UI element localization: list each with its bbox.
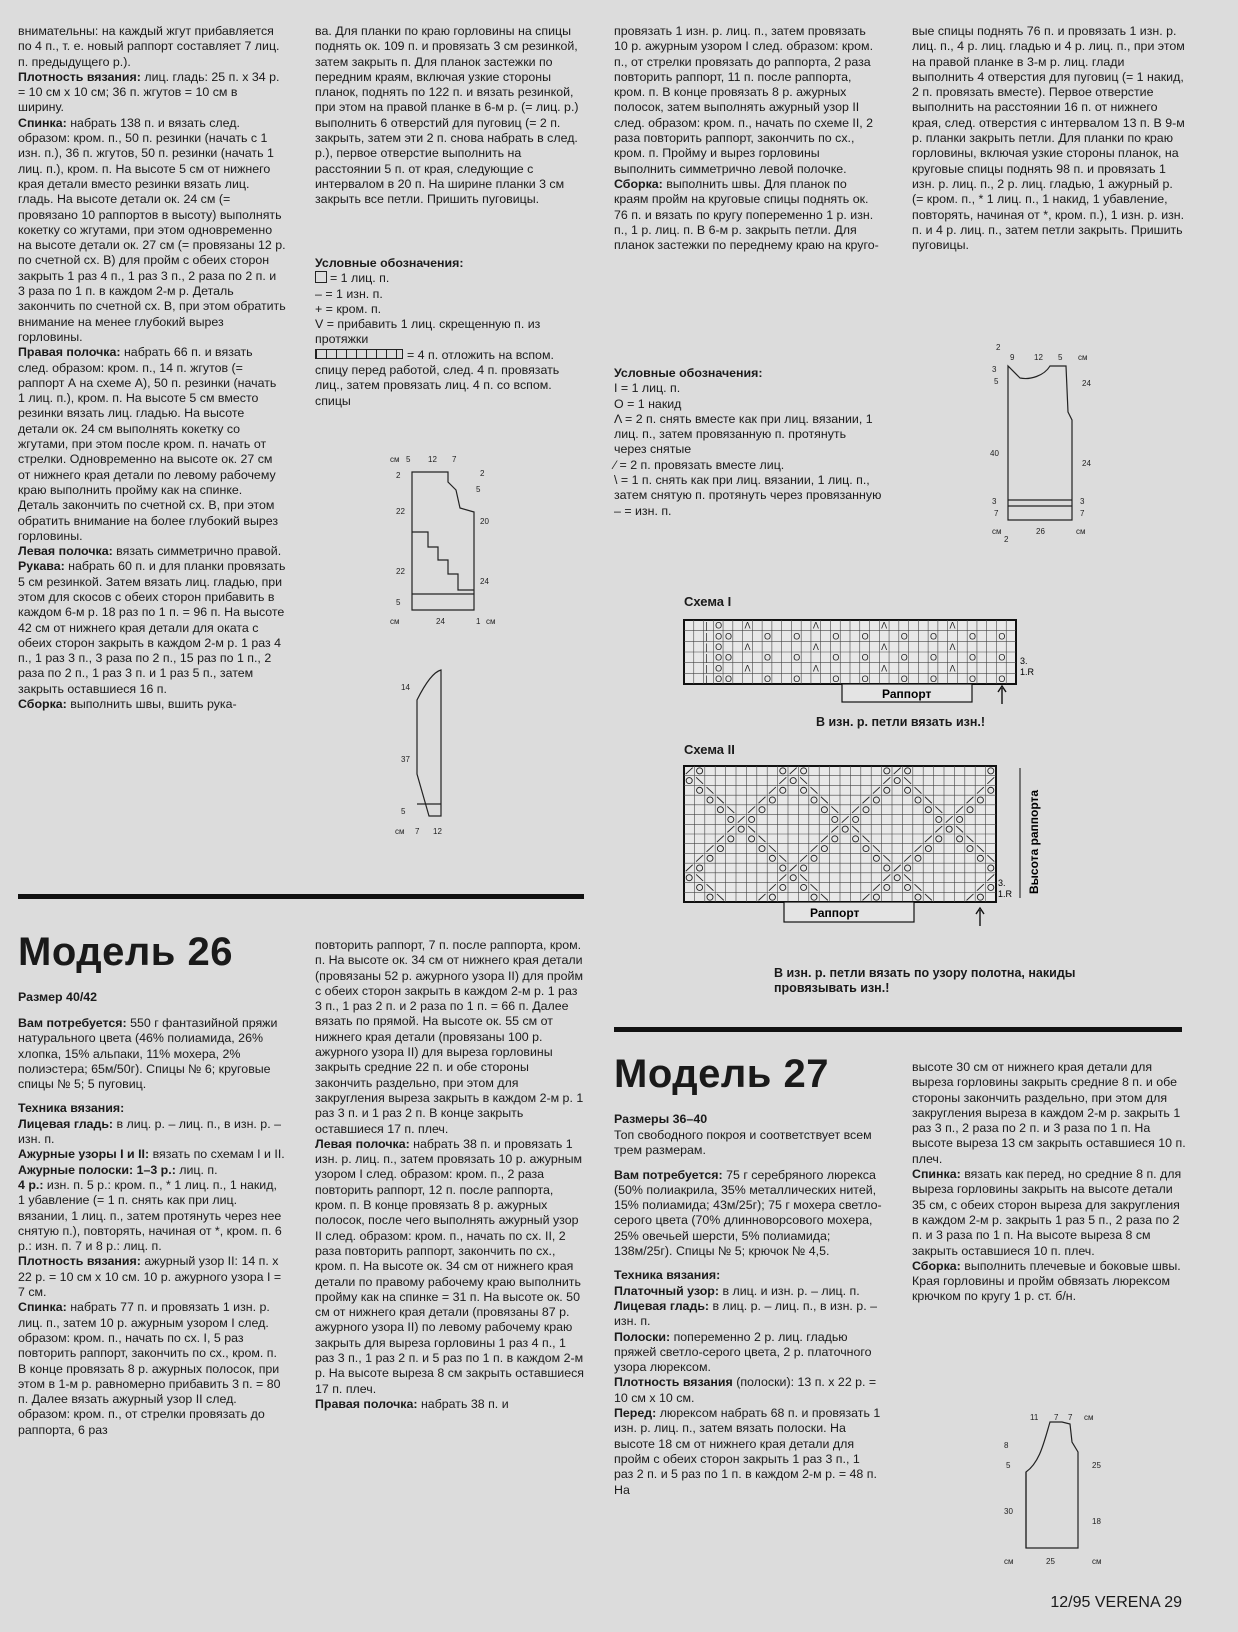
dim-label: см <box>992 527 1002 536</box>
paragraph <box>18 559 286 697</box>
dim-label: 7 <box>994 509 999 518</box>
paragraph-heading: Сборка: <box>912 1258 961 1273</box>
dim-label: 7 <box>415 827 420 836</box>
paragraph-heading: Сборка: <box>18 697 67 712</box>
paragraph-text: набрать 66 п. и вязать след. образом: кром. п., 14 п. жгутов (= раппорт А на схеме А), 50 п. резинки (начать 1 лиц. п.), кром. п. На высоте 5 см вместо резинки вязать лиц. гладью. На высоте детали ок. 24 см выполнять кокетку со жгутами, при этом после кром. п. начать от стрелки. Одновременно на высоте ок. 27 см от нижнего края детали по левому рабочему краю выполнить пройму как на спинке. Деталь закончить по счетной сх. В, при этом обратить внимание на более глубокий вырез горловины. <box>18 345 279 543</box>
stitch-symbol: O <box>715 652 723 663</box>
dim-label: см <box>1078 353 1088 362</box>
text-column-2 <box>315 24 583 208</box>
model-26-column-1 <box>18 1016 286 1438</box>
paragraph-text: лиц. п. <box>175 1162 218 1177</box>
paragraph-text: изн. п. 5 р.: кром. п., * 1 лиц. п., 1 накид, 1 убавление (= 1 п. снять как при лиц. вязании, 1 лиц. п., затем протянуть через нее снятую п.), повторять, начиная от *, кром. п. 6 р.: изн. п. 7 и 8 р.: лиц. п. <box>18 1177 282 1254</box>
schema-1-chart <box>682 618 1042 708</box>
arrow-up-icon <box>976 908 984 926</box>
paragraph-text: высоте 30 см от нижнего края детали для выреза горловины закрыть средние 8 п. и обе стороны закончить раздельно, при этом для закругления выреза в каждом 2-м р. закрыть 1 раз 3 п., 2 раза по 2 п. и 3 раза по 1 п. На высоте выреза 13 см закрыть оставшиеся 10 п. плеч. <box>912 1060 1186 1166</box>
dim-label: 7 <box>1054 1413 1059 1422</box>
paragraph <box>912 24 1186 253</box>
paragraph-gap <box>18 1092 286 1101</box>
dim-label: см <box>486 617 496 626</box>
dim-label: 26 <box>1036 527 1045 536</box>
dim-label: 12 <box>428 455 437 464</box>
paragraph <box>18 116 286 345</box>
dim-label: 20 <box>480 517 489 526</box>
dim-label: 2 <box>996 343 1001 352</box>
stitch-symbol: Λ <box>949 663 956 674</box>
stitch-symbol: | <box>705 663 708 674</box>
section-divider <box>614 1027 1182 1032</box>
legend-1-item: – = 1 изн. п. <box>315 286 383 301</box>
model-26-title: Модель 26 <box>18 930 233 974</box>
rapport-height-label: Высота раппорта <box>1027 789 1041 894</box>
model-27-size: Размеры 36–40 <box>614 1112 708 1126</box>
dim-label: 5 <box>401 807 406 816</box>
stitch-symbol: O <box>969 674 977 684</box>
paragraph-text: набрать 60 п. и для планки провязать 5 см резинкой. Затем вязать лиц. гладью, при этом для скосов с обеих сторон прибавить в каждом 6-м р. 18 раз по 1 п. = 96 п. На высоте 42 см от нижнего края детали для оката с обеих сторон закрыть в каждом 2-м р. 1 раз 4 п., 1 раз 3 п., 3 раза по 2 п., 15 раз по 1 п., 2 раза по 2 п., 1 раз 3 п. и 1 раз 5 п., затем закрыть оставшиеся 16 п. <box>18 559 286 696</box>
paragraph <box>18 544 286 559</box>
paragraph-heading: Правая полочка: <box>18 345 121 360</box>
stitch-symbol: O <box>969 652 977 663</box>
text-column-3 <box>614 24 882 253</box>
dim-label: 3 <box>1080 497 1085 506</box>
dim-label: 2 <box>480 469 485 478</box>
paragraph <box>315 1397 585 1412</box>
paragraph-text: ажурный узор II: 14 п. х 22 р. = 10 см х 10 см. 10 р. ажурного узора I = 7 см. <box>18 1254 282 1300</box>
schema-1-title: Схема I <box>684 594 732 609</box>
stitch-symbol: O <box>764 674 772 684</box>
paragraph-text: набрать 77 п. и провязать 1 изн. р. лиц. п., затем 10 р. ажурным узором I след. образом: кром. п., начать по сх. I, 5 раз повторить раппорт, закончить по сх., кром. п. В конце провязать 8 р. ажурных полосок, при этом в 1-м р. равномерно прибавить 3 п. = 80 п. Далее вязать ажурный узор II след. образом: кром. п., от стрелки провязать до раппорта, 6 раз <box>18 1300 281 1437</box>
stitch-symbol: | <box>705 642 708 652</box>
paragraph <box>614 1330 882 1376</box>
model-27-column-2 <box>912 1060 1186 1305</box>
dim-label: 2 <box>1004 535 1009 542</box>
model-27-column-1 <box>614 1128 882 1498</box>
dim-label: 5 <box>396 598 401 607</box>
schema-2-note: В изн. р. петли вязать по узору полотна, накиды провязывать изн.! <box>774 966 1076 995</box>
legend-2-item: Λ = 2 п. снять вместе как при лиц. вязании, 1 лиц. п., затем провязанную п. протянуть через снятые <box>614 411 873 457</box>
paragraph-text: (полоски): 13 п. х 22 р. = 10 см х 10 см. <box>614 1375 877 1405</box>
legend-2-title: Условные обозначения: <box>614 366 763 380</box>
paragraph-text: люрексом набрать 68 п. и провязать 1 изн. р. лиц. п., затем вязать полоски. На высоте 18 см от нижнего края детали для пройм с обеих сторон закрыть 1 раз 3 п., 1 раз 2 п. и 5 раз по 1 п. в каждом 2-м р. = 48 п. На <box>614 1406 881 1497</box>
stitch-symbol: | <box>705 631 708 642</box>
dim-label: 5 <box>476 485 481 494</box>
paragraph <box>614 177 882 253</box>
dim-label: 40 <box>990 449 999 458</box>
paragraph-text: набрать 138 п. и вязать след. образом: кром. п., 50 п. резинки (начать с 1 изн. п.), 36 п. жгутов, 50 п. резинки (начать 1 лиц. п.), кром. п. На высоте 5 см от нижнего края детали вместо резинки вязать лиц. гладь. На высоте детали ок. 24 см (= провязано 10 раппортов в высоту) выполнять кокетку со жгутами, при этом одновременно на высоте детали ок. 27 см (= провязаны 12 р. по счетной сх. B) для пройм с обеих сторон закрыть 1 раз 4 п., 1 раз 3 п., 2 раза по 2 п. и 3 раза по 1 п. в каждом 2-м р. Деталь закончить по счетной сх. В, при этом обратить внимание на менее глубокий вырез горловины. <box>18 115 286 344</box>
dim-label: 5 <box>1058 353 1063 362</box>
paragraph <box>18 1300 286 1438</box>
stitch-symbol: Λ <box>812 642 819 652</box>
stitch-symbol: O <box>793 674 801 684</box>
stitch-symbol: O <box>764 652 772 663</box>
paragraph-heading: Вам потребуется: <box>18 1016 127 1030</box>
dim-label: см <box>1076 527 1086 536</box>
stitch-symbol: O <box>832 674 840 684</box>
stitch-symbol: Λ <box>812 620 819 631</box>
dim-label: 22 <box>396 567 405 576</box>
paragraph-heading: Перед: <box>614 1406 657 1421</box>
legend-1-item: + = кром. п. <box>315 301 382 316</box>
paragraph-heading: Плотность вязания: <box>18 1254 141 1269</box>
paragraph-text: вые спицы поднять 76 п. и провязать 1 изн. р. лиц. п., 4 р. лиц. гладью и 4 р. лиц. п., при этом на правой планке в 3-м р. лиц. глади выполнить 4 отверстия для пуговиц (= 1 накид, 2 п. провязать вместе). Первое отверстие выполнить на расстоянии 16 п. от нижнего края, след. отверстия с интервалом 13 п. В 9-м р. планки закрыть петли. Для планки по краю горловины, включая узкие стороны планок, на круговые спицы поднять 98 п. и провязать 1 изн. р. лиц. п., 2 р. лиц. гладью, 1 ажурный р. (= кром. п., * 1 лиц. п., 1 накид, 1 убавление, повторять, начиная от *, кром. п.), 1 изн. р. изн. п. и 4 р. лиц. п., затем петли закрыть. Пришить пуговицы. <box>912 24 1185 253</box>
stitch-symbol: O <box>998 674 1006 684</box>
dim-label: см <box>1084 1413 1094 1422</box>
stitch-symbol: O <box>832 631 840 642</box>
paragraph-text: Топ свободного покроя и соответствует всем трем размерам. <box>614 1128 872 1158</box>
dim-label: 12 <box>433 827 442 836</box>
paragraph-gap <box>614 1159 882 1168</box>
paragraph-text: набрать 38 п. и провязать 1 изн. р. лиц. п., затем провязать 10 р. ажурным узором I след. образом: кром. п., 2 раза повторить раппорт, 12 п. после раппорта, кром. п. В конце провязать 8 р. ажурных полосок, после чего выполнять ажурный узор II след. образом: кром. п., начать по сх. II, 2 раза повторить раппорт, закончить по сх., кром. п. На высоте ок. 34 см от нижнего края детали по правому рабочему краю выполнить пройму как на спинке = 31 п. На высоте ок. 50 см от нижнего края детали (провязаны 87 р. ажурного узора II) по левому рабочему краю закрыть для выреза горловины 1 раз 4 п., 1 раз 3 п., 1 раз 2 п. и 5 раз по 1 п. в каждом 2-м р. На высоте выреза 8 см закрыть оставшиеся 17 п. плеч. <box>315 1136 584 1396</box>
paragraph <box>18 1254 286 1300</box>
dim-label: см <box>1004 1557 1014 1566</box>
paragraph-heading: Вам потребуется: <box>614 1167 723 1182</box>
paragraph <box>18 1178 286 1254</box>
paragraph-heading: Техника вязания: <box>614 1268 721 1283</box>
paragraph <box>912 1259 1186 1305</box>
paragraph-text: провязать 1 изн. р. лиц. п., затем провязать 10 р. ажурным узором I след. образом: кром. п., от стрелки провязать до раппорта, 2 раза повторить раппорт, 11 п. после раппорта, кром. п. В конце провязать 8 р. ажурных полосок, затем выполнять ажурный узор II след. образом: кром. п., начать по схеме II, 2 раза повторить раппорт, закончить по сх., кром. п. Пройму и вырез горловины выполнить симметрично левой полочке. <box>614 24 874 176</box>
legend-2-item: O = 1 накид <box>614 396 682 411</box>
paragraph <box>614 1168 882 1260</box>
paragraph-text: лиц. гладь: 25 п. х 34 р. = 10 см х 10 см; 36 п. жгутов = 10 см в ширину. <box>18 69 280 115</box>
stitch-symbol: O <box>900 652 908 663</box>
paragraph-text: вязать по схемам I и II. <box>149 1147 285 1162</box>
paragraph-text: повторить раппорт, 7 п. после раппорта, кром. п. На высоте ок. 34 см от нижнего края детали (провязаны 52 р. ажурного узора II) для пройм с обеих сторон закрыть в каждом 2-м р. 1 раз 3 п., 1 раз 2 п. и 2 раза по 1 п. = 66 п. Далее вязать по прямой. На высоте ок. 55 см от нижнего края детали (провязаны 100 р. ажурного узора II) для выреза горловины закрыть средние 22 п. и обе стороны закончить раздельно, при этом для закругления выреза закрыть в каждом 2-м р. 1 раз 3 п. и 1 раз 2 п. В конце закрыть оставшиеся 17 п. плеч. <box>315 938 584 1136</box>
paragraph-heading: Лицевая гладь: <box>614 1298 710 1313</box>
paragraph-heading: Ажурные полоски: 1–3 р.: <box>18 1162 176 1177</box>
stitch-symbol: Λ <box>744 663 751 674</box>
paragraph-text: в лиц. и изн. р. – лиц. п. <box>719 1283 860 1298</box>
stitch-symbol: O <box>715 674 723 684</box>
dim-label: 2 <box>396 471 401 480</box>
stitch-symbol: O <box>832 652 840 663</box>
dim-label: 25 <box>1046 1557 1055 1566</box>
paragraph <box>912 1167 1186 1259</box>
stitch-symbol: Λ <box>949 620 956 631</box>
sleeve-diagram <box>395 664 495 844</box>
dim-label: 9 <box>1010 353 1015 362</box>
paragraph-heading: Плотность вязания <box>614 1375 733 1390</box>
stitch-symbol: O <box>969 631 977 642</box>
stitch-symbol: O <box>724 652 732 663</box>
paragraph <box>315 1137 585 1397</box>
paragraph-text: в лиц. р. – лиц. п., в изн. р. – изн. п. <box>18 1116 281 1147</box>
row-label: 3. <box>1020 656 1028 666</box>
page-footer: 12/95 VERENA 29 <box>1050 1594 1182 1611</box>
stitch-symbol: O <box>793 631 801 642</box>
paragraph <box>315 938 585 1137</box>
dim-label: см <box>390 455 400 464</box>
stitch-symbol: Λ <box>744 642 751 652</box>
back-piece-diagram <box>980 342 1110 542</box>
paragraph <box>18 345 286 544</box>
legend-1-title: Условные обозначения: <box>315 256 464 270</box>
rapport-label: Раппорт <box>810 906 860 920</box>
dim-label: 7 <box>1080 509 1085 518</box>
stitch-symbol: | <box>705 674 708 684</box>
dim-label: 11 <box>1030 1413 1039 1422</box>
stitch-symbol: Λ <box>881 642 888 652</box>
paragraph-text: выполнить плечевые и боковые швы. Края горловины и пройм обвязать люрексом крючком по кругу 1 р. ст. б/н. <box>912 1258 1181 1304</box>
paragraph <box>18 24 286 70</box>
paragraph <box>912 1060 1186 1167</box>
legend-1-item: V = прибавить 1 лиц. скрещенную п. из протяжки <box>315 317 541 347</box>
legend-2 <box>614 366 882 519</box>
paragraph-heading: 4 р.: <box>18 1177 44 1192</box>
dim-label: 7 <box>1068 1413 1073 1422</box>
paragraph <box>614 1406 882 1498</box>
stitch-symbol: O <box>861 674 869 684</box>
paragraph-heading: Рукава: <box>18 559 65 574</box>
paragraph-text: вязать симметрично правой. <box>112 544 282 559</box>
text-column-1 <box>18 24 286 712</box>
stitch-symbol: Λ <box>881 620 888 631</box>
paragraph-text: выполнить швы. Для планок по краям пройм на круговые спицы поднять ок. 76 п. и вязать по кругу попеременно 1 р. изн. п., 1 р. лиц. п. В 6-м р. закрыть петли. Для планок застежки по переднему краю на круго- <box>614 176 879 253</box>
dim-label: 7 <box>452 455 457 464</box>
row-label: 1.R <box>998 889 1013 899</box>
empty-square-icon <box>315 271 327 283</box>
dim-label: 37 <box>401 755 410 764</box>
stitch-symbol: Λ <box>744 620 751 631</box>
model-27-title: Модель 27 <box>614 1052 829 1096</box>
dim-label: 12 <box>1034 353 1043 362</box>
dim-label: 24 <box>1082 379 1091 388</box>
legend-1-item: = 1 лиц. п. <box>315 271 583 286</box>
stitch-symbol: O <box>861 652 869 663</box>
stitch-symbol: O <box>861 631 869 642</box>
model-26-size: Размер 40/42 <box>18 990 98 1004</box>
paragraph <box>18 70 286 116</box>
paragraph-text: 550 г фантазийной пряжи натурального цвета (46% полиамида, 26% хлопка, 15% альпаки, 11% мохера, 2% полиэстера; 65м/50г). Спицы № 6; круговые спицы № 5; 5 пуговиц. <box>18 1016 278 1092</box>
paragraph-heading: Ажурные узоры I и II: <box>18 1147 150 1162</box>
stitch-symbol: Λ <box>881 663 888 674</box>
model-26-column-2 <box>315 938 585 1412</box>
paragraph-heading: Полоски: <box>614 1329 671 1344</box>
arrow-up-icon <box>998 686 1006 704</box>
paragraph <box>614 1375 882 1406</box>
rapport-label: Раппорт <box>882 687 932 701</box>
paragraph-heading: Плотность вязания: <box>18 69 141 84</box>
stitch-symbol: O <box>715 642 723 652</box>
paragraph-heading: Сборка: <box>614 176 663 191</box>
paragraph-heading: Спинка: <box>18 1300 67 1315</box>
dim-label: 24 <box>480 577 489 586</box>
stitch-symbol: O <box>793 652 801 663</box>
stitch-symbol: O <box>998 631 1006 642</box>
dim-label: 25 <box>1092 1461 1101 1470</box>
paragraph-heading: Левая полочка: <box>315 1136 410 1151</box>
paragraph <box>18 1101 286 1116</box>
paragraph <box>18 1163 286 1178</box>
dim-label: см <box>1092 1557 1102 1566</box>
paragraph <box>614 1128 882 1159</box>
dim-label: 24 <box>1082 459 1091 468</box>
stitch-symbol: O <box>724 631 732 642</box>
text-column-4 <box>912 24 1186 253</box>
paragraph-heading: Спинка: <box>18 115 67 130</box>
schema-1-note: В изн. р. петли вязать изн.! <box>816 715 986 729</box>
dim-label: 14 <box>401 683 410 692</box>
stitch-symbol: | <box>705 652 708 663</box>
dim-label: 18 <box>1092 1517 1101 1526</box>
dim-label: см <box>390 617 400 626</box>
stitch-symbol: O <box>998 652 1006 663</box>
legend-2-item: I = 1 лиц. п. <box>614 381 681 396</box>
paragraph-heading: Левая полочка: <box>18 544 113 559</box>
paragraph <box>315 24 583 208</box>
paragraph <box>614 1299 882 1330</box>
paragraph-text: 75 г серебряного люрекса (50% полиакрила, 35% металлических нитей, 15% полиамида; 43м/25г); 75 г мохера светло-серого цвета (70% длинноворсового мохера, 25% овечьей шерсти, 5% полиамида; 138м/25г). Спицы № 5; крючок № 4,5. <box>614 1167 882 1259</box>
stitch-symbol: O <box>715 631 723 642</box>
stitch-symbol: O <box>930 674 938 684</box>
stitch-symbol: Λ <box>812 663 819 674</box>
paragraph-text: вязать как перед, но средние 8 п. для выреза горловины закрыть на высоте детали 35 см, с обеих сторон выреза для закругления в каждом 2-м р. закрыть 1 раз 5 п., 2 раза по 2 п. и 3 раза по 1 п. На высоте выреза 8 см закрыть оставшиеся 10 п. плеч. <box>912 1167 1182 1258</box>
paragraph-heading: Правая полочка: <box>315 1396 418 1411</box>
dim-label: см <box>395 827 405 836</box>
cable-cross-icon <box>315 349 403 359</box>
row-label: 3. <box>998 878 1006 888</box>
stitch-symbol: O <box>900 674 908 684</box>
paragraph <box>18 697 286 712</box>
stitch-symbol: O <box>930 652 938 663</box>
paragraph <box>18 1117 286 1148</box>
legend-2-item: ⁄ = 2 п. провязать вместе лиц. <box>614 457 785 472</box>
paragraph-text: набрать 38 п. и <box>417 1396 509 1411</box>
dim-label: 5 <box>406 455 411 464</box>
paragraph-text: ва. Для планки по краю горловины на спицы поднять ок. 109 п. и провязать 3 см резинкой, затем закрыть п. Для планок застежки по передним краям, включая узкие стороны планок, поднять по 122 п. и вязать резинкой, при этом на правой планке в 6-м р. (= лиц. р.) выполнить 6 отверстий для пуговиц (= 2 п. закрыть, затем эти 2 п. снова набрать в след. р.), первое отверстие выполнить на расстоянии 5 п. от края, следующие с интервалом в 20 п. На ширине планки 3 см закрыть все петли. Пришить пуговицы. <box>315 24 579 207</box>
paragraph-text: в лиц. р. – лиц. п., в изн. р. – изн. п. <box>614 1298 877 1329</box>
paragraph-heading: Лицевая гладь: <box>18 1116 114 1131</box>
legend-2-item: – = изн. п. <box>614 503 672 518</box>
paragraph-gap <box>614 1259 882 1268</box>
legend-2-item: \ = 1 п. снять как при лиц. вязании, 1 лиц. п., затем снятую п. протянуть через провязанную <box>614 473 882 503</box>
dim-label: 3 <box>992 365 997 374</box>
dim-label: 8 <box>1004 1441 1009 1450</box>
legend-1 <box>315 256 583 409</box>
dim-label: 5 <box>994 377 999 386</box>
stitch-symbol: Λ <box>949 642 956 652</box>
paragraph-text: внимательны: на каждый жгут прибавляется по 4 п., т. е. новый раппорт составляет 7 лиц. п. предыдущего р.). <box>18 24 280 69</box>
front-piece-diagram <box>390 452 500 632</box>
paragraph-text: выполнить швы, вшить рука- <box>66 697 237 712</box>
stitch-symbol: O <box>764 631 772 642</box>
paragraph-text: попеременно 2 р. лиц. гладью пряжей светло-серого цвета, 2 р. платочного узора люрексом. <box>614 1329 872 1375</box>
legend-1-item: = 4 п. отложить на вспом. спицу перед работой, след. 4 п. провязать лиц., затем провязать лиц. 4 п. со вспом. спицы <box>315 347 560 408</box>
paragraph-heading: Техника вязания: <box>18 1101 125 1116</box>
stitch-symbol: O <box>724 674 732 684</box>
row-label: 1.R <box>1020 667 1035 677</box>
paragraph-heading: Спинка: <box>912 1167 961 1182</box>
paragraph <box>18 1147 286 1162</box>
schema-2-title: Схема II <box>684 742 735 757</box>
dim-label: 3 <box>992 497 997 506</box>
section-divider <box>18 894 584 899</box>
stitch-symbol: O <box>715 663 723 674</box>
dim-label: 5 <box>1006 1461 1011 1470</box>
paragraph <box>614 1268 882 1283</box>
stitch-symbol: O <box>900 631 908 642</box>
paragraph <box>614 24 882 177</box>
dim-label: 30 <box>1004 1507 1013 1516</box>
paragraph <box>18 1016 286 1092</box>
stitch-symbol: O <box>715 620 723 631</box>
paragraph <box>614 1284 882 1299</box>
schema-2-chart <box>682 764 1062 930</box>
dim-label: 24 <box>436 617 445 626</box>
stitch-symbol: | <box>705 620 708 631</box>
paragraph-heading: Платочный узор: <box>614 1283 719 1298</box>
dim-label: 1 <box>476 617 481 626</box>
dim-label: 22 <box>396 507 405 516</box>
stitch-symbol: O <box>930 631 938 642</box>
top-piece-diagram <box>1000 1412 1130 1572</box>
